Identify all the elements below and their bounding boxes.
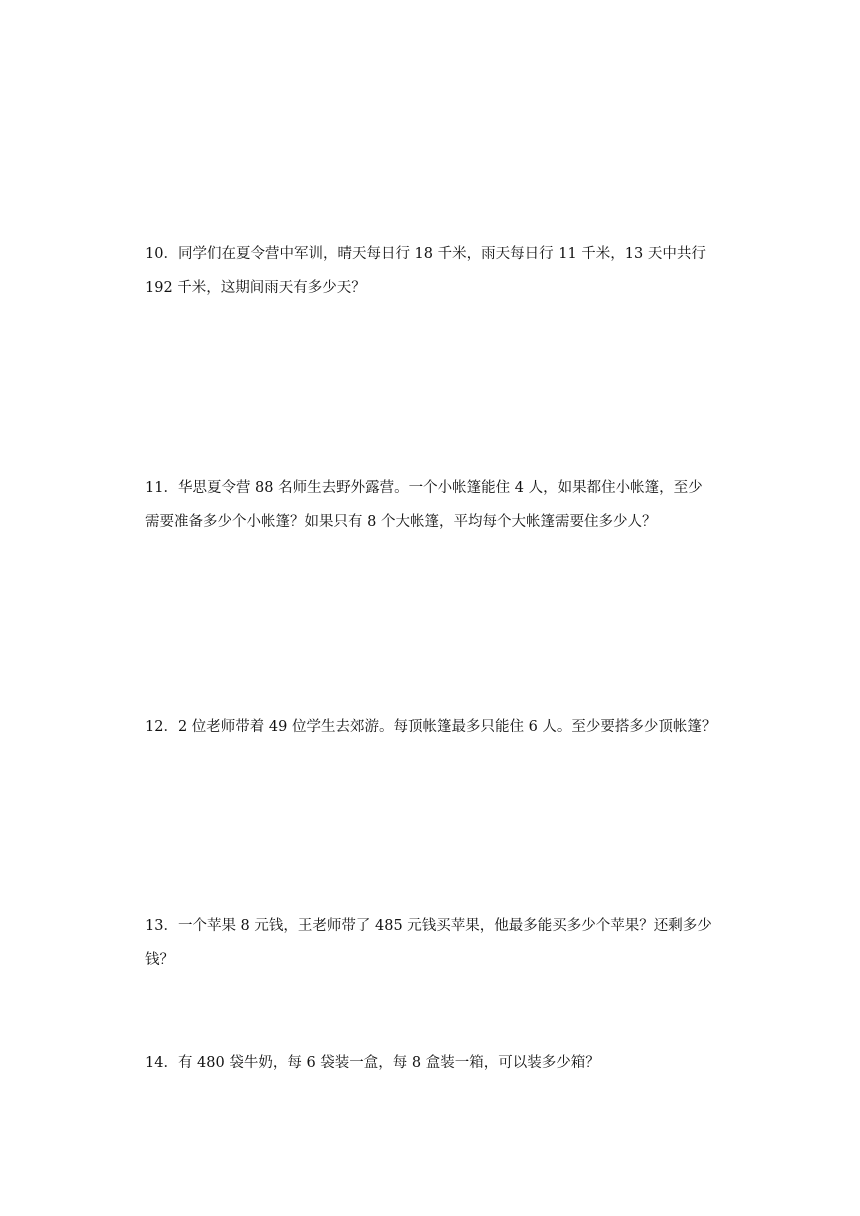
question-text-line: 华思夏令营 88 名师生去野外露营。一个小帐篷能住 4 人，如果都住小帐篷，至少 bbox=[177, 480, 703, 496]
question-text-line: 需要准备多少个小帐篷？如果只有 8 个大帐篷，平均每个大帐篷需要住多少人？ bbox=[145, 514, 657, 530]
question-text-line: 一个苹果 8 元钱，王老师带了 485 元钱买苹果，他最多能买多少个苹果？还剩多少 bbox=[177, 918, 712, 934]
question-text-line: 有 480 袋牛奶，每 6 袋装一盒，每 8 盒装一箱，可以装多少箱？ bbox=[177, 1055, 600, 1071]
question-12 bbox=[145, 710, 725, 744]
question-14 bbox=[145, 1046, 725, 1080]
question-text-line: 同学们在夏令营中军训，晴天每日行 18 千米，雨天每日行 11 千米，13 天中共行 bbox=[177, 246, 706, 262]
question-number: 13． bbox=[145, 918, 178, 934]
question-number: 10． bbox=[145, 246, 178, 262]
question-10 bbox=[145, 237, 725, 305]
question-text-line: 192 千米，这期间雨天有多少天？ bbox=[145, 280, 366, 296]
question-number: 12． bbox=[145, 719, 178, 735]
question-13 bbox=[145, 909, 725, 977]
question-number: 14． bbox=[145, 1055, 178, 1071]
question-text-line: 钱？ bbox=[145, 952, 174, 968]
question-text-line: 2 位老师带着 49 位学生去郊游。每顶帐篷最多只能住 6 人。至少要搭多少顶帐篷？ bbox=[177, 719, 717, 735]
question-number: 11． bbox=[145, 480, 178, 496]
question-11 bbox=[145, 471, 725, 539]
